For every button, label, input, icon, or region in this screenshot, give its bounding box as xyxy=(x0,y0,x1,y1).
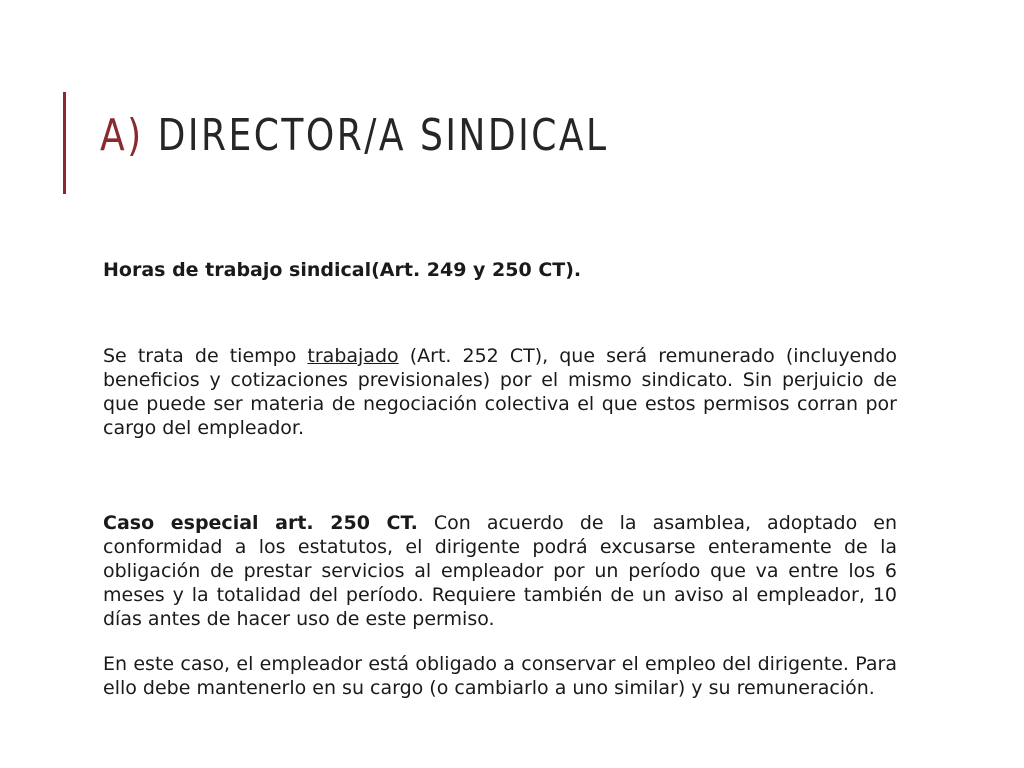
paragraph-obligacion-empleador: En este caso, el empleador está obligado a conservar el empleo del dirigente. Para ello debe mantenerlo en su cargo (o cambiarlo a uno similar) y su remuneración. xyxy=(103,653,897,699)
slide-title xyxy=(100,110,609,163)
paragraph-tiempo-trabajado xyxy=(103,344,897,440)
paragraph1-after: (Art. 252 CT), que será remunerado (incluyendo beneficios y cotizaciones previsionales) por el mismo sindicato. Sin perjuicio de que puede ser materia de negociación colectiva el que estos permisos corran por cargo del empleador. xyxy=(103,345,897,439)
paragraph1-before: Se trata de tiempo xyxy=(103,345,308,367)
slide-body xyxy=(103,258,897,700)
paragraph2-bold: Caso especial art. 250 CT. xyxy=(103,512,418,534)
paragraph-caso-especial xyxy=(103,511,897,631)
paragraph2-rest: Con acuerdo de la asamblea, adoptado en conformidad a los estatutos, el dirigente podrá excusarse enteramente de la obligación de prestar servicios al empleador por un período que va entre los 6 meses y la totalidad del período. Requiere también de un aviso al empleador, 10 días antes de hacer uso de este permiso. xyxy=(103,512,897,630)
title-prefix: A) xyxy=(100,110,144,161)
section-heading xyxy=(103,258,897,282)
paragraph1-underlined: trabajado xyxy=(307,345,399,367)
heading-rest: (Art. 249 y 250 CT). xyxy=(371,259,582,281)
title-main: DIRECTOR/A SINDICAL xyxy=(157,110,609,161)
heading-bold: Horas de trabajo sindical xyxy=(103,259,372,281)
title-accent-bar xyxy=(63,92,66,194)
